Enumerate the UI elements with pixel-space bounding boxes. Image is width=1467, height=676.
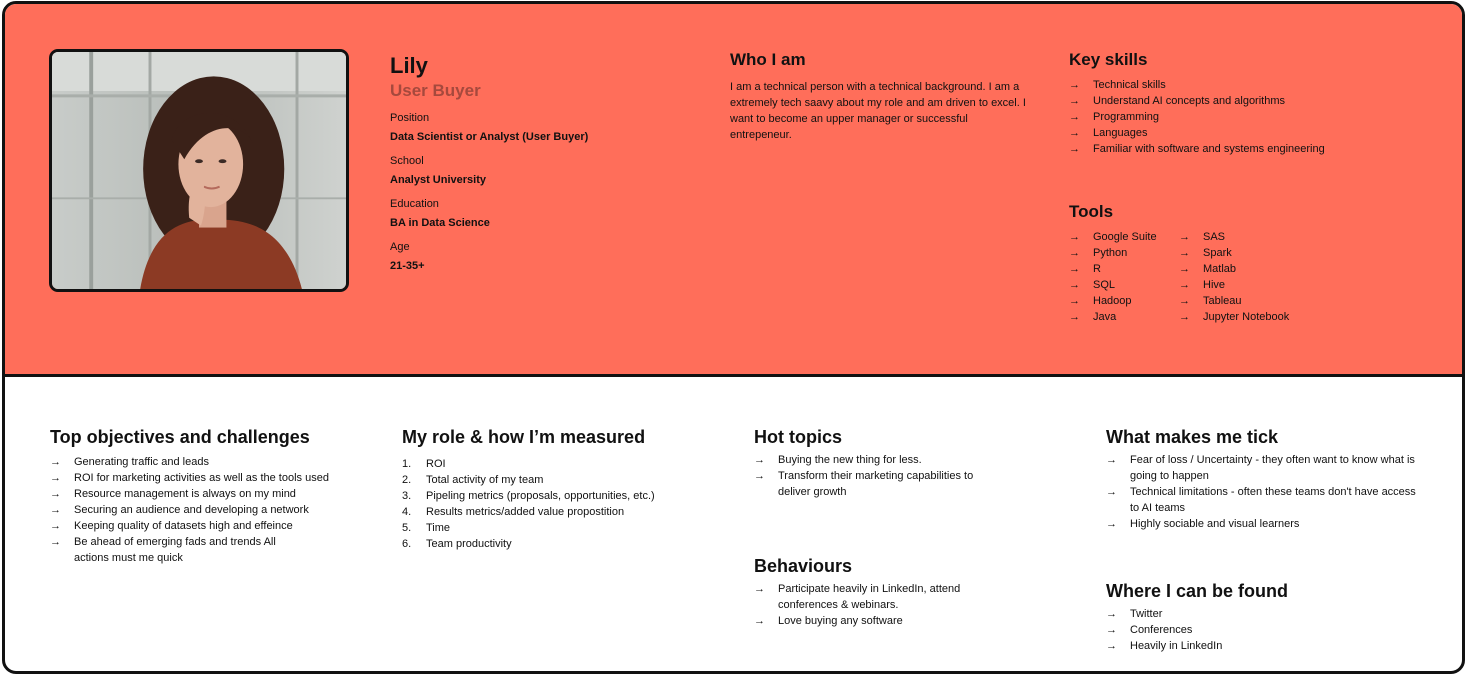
found-list [1106, 606, 1426, 654]
hot-topics-list [754, 452, 1014, 500]
tools-list-1 [1069, 229, 1179, 325]
objectives-section [50, 426, 370, 566]
list-item: → Resource management is always on my mind [50, 486, 370, 502]
role-measured-list [402, 456, 722, 552]
who-i-am-title: Who I am [730, 50, 806, 69]
list-item: → R [1069, 261, 1179, 277]
found-title: Where I can be found [1106, 581, 1289, 601]
tools-list-2 [1179, 229, 1289, 325]
list-item: Results metrics/added value propostition [426, 506, 625, 518]
key-skills-section [1069, 49, 1449, 157]
hot-topics-title: Hot topics [754, 427, 842, 447]
list-item: → Hive [1179, 277, 1289, 293]
who-i-am-text: I am a technical person with a technical background. I am a extremely tech saavy about my role and am driven to excel. I want to become an upper manager or successful entrepeneur. [730, 81, 1026, 141]
persona-photo [49, 49, 349, 292]
key-skills-title: Key skills [1069, 50, 1148, 69]
behaviours-title: Behaviours [754, 556, 853, 576]
list-item: → Hadoop [1069, 293, 1179, 309]
list-item: → Languages [1069, 125, 1449, 141]
list-item: → Transform their marketing capabilities to deliver growth [754, 468, 1004, 500]
education-value: BA in Data Science [390, 217, 490, 229]
list-item: → Java [1069, 309, 1179, 325]
list-item: Team productivity [426, 538, 512, 550]
list-item: → Participate heavily in LinkedIn, attend conferences & webinars. [754, 581, 994, 613]
list-item: → Conferences [1106, 622, 1426, 638]
tools-section [1069, 201, 1449, 325]
list-item: → Highly sociable and visual learners [1106, 516, 1426, 532]
list-item: → Love buying any software [754, 613, 1014, 629]
list-item: Pipeling metrics (proposals, opportunities, etc.) [426, 490, 655, 502]
list-item: → SAS [1179, 229, 1289, 245]
list-item: → ROI for marketing activities as well as the tools used [50, 470, 370, 486]
school-value: Analyst University [390, 174, 486, 186]
persona-header [5, 4, 1462, 377]
who-i-am-section [730, 49, 1030, 143]
list-item: → SQL [1069, 277, 1179, 293]
position-label: Position [390, 112, 430, 124]
list-item: → Keeping quality of datasets high and effeince [50, 518, 370, 534]
education-label: Education [390, 198, 439, 210]
persona-role: User Buyer [390, 81, 481, 100]
tools-title: Tools [1069, 202, 1114, 221]
objectives-list [50, 454, 370, 566]
persona-card [2, 1, 1465, 674]
list-item: → Technical limitations - often these teams don't have access to AI teams [1106, 484, 1424, 516]
persona-profile [390, 52, 710, 273]
tick-section [1106, 426, 1426, 532]
list-item: → Buying the new thing for less. [754, 452, 1014, 468]
list-item: → Twitter [1106, 606, 1426, 622]
list-item: → Understand AI concepts and algorithms [1069, 93, 1449, 109]
tick-title: What makes me tick [1106, 427, 1279, 447]
position-value: Data Scientist or Analyst (User Buyer) [390, 131, 589, 143]
role-measured-title: My role & how I’m measured [402, 427, 646, 447]
list-item: ROI [426, 458, 446, 470]
objectives-title: Top objectives and challenges [50, 427, 310, 447]
list-item: → Matlab [1179, 261, 1289, 277]
list-item: → Programming [1069, 109, 1449, 125]
persona-name: Lily [390, 53, 428, 78]
list-item: → Be ahead of emerging fads and trends All actions must me quick [50, 534, 300, 566]
behaviours-list [754, 581, 1014, 629]
list-item: → Generating traffic and leads [50, 454, 370, 470]
portrait-image [52, 52, 346, 289]
list-item: Total activity of my team [426, 474, 544, 486]
list-item: → Technical skills [1069, 77, 1449, 93]
found-section [1106, 580, 1426, 654]
behaviours-section [754, 555, 1014, 629]
age-label: Age [390, 241, 410, 253]
tick-list [1106, 452, 1426, 532]
list-item: → Fear of loss / Uncertainty - they often want to know what is going to happen [1106, 452, 1424, 484]
tools-columns [1069, 223, 1449, 325]
list-item: → Familiar with software and systems engineering [1069, 141, 1449, 157]
list-item: → Google Suite [1069, 229, 1179, 245]
list-item: Time [426, 522, 451, 534]
age-value: 21-35+ [390, 260, 425, 272]
hot-topics-section [754, 426, 1014, 500]
list-item: → Python [1069, 245, 1179, 261]
school-label: School [390, 155, 424, 167]
list-item: → Securing an audience and developing a network [50, 502, 370, 518]
list-item: → Heavily in LinkedIn [1106, 638, 1426, 654]
role-measured-section [402, 426, 722, 552]
list-item: → Jupyter Notebook [1179, 309, 1289, 325]
list-item: → Spark [1179, 245, 1289, 261]
key-skills-list [1069, 77, 1449, 157]
list-item: → Tableau [1179, 293, 1289, 309]
